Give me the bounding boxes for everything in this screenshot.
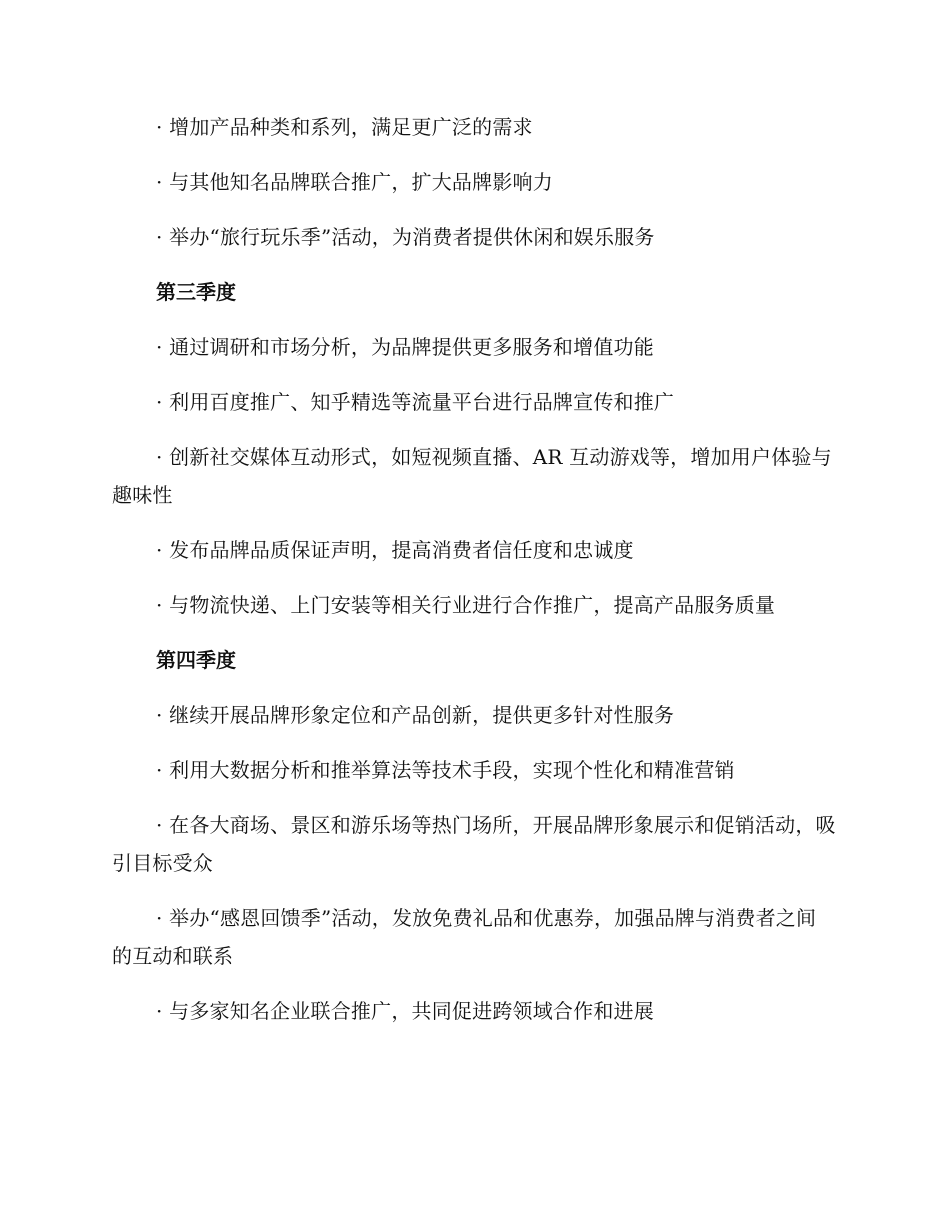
section-heading-q4: 第四季度 <box>156 648 236 672</box>
bullet-item: · 与物流快递、上门安装等相关行业进行合作推广，提高产品服务质量 <box>156 593 776 617</box>
bullet-item: · 增加产品种类和系列，满足更广泛的需求 <box>156 115 533 139</box>
bullet-item: · 举办“感恩回馈季”活动，发放免费礼品和优惠券，加强品牌与消费者之间的互动和联系 <box>112 906 817 968</box>
bullet-item: · 继续开展品牌形象定位和产品创新，提供更多针对性服务 <box>156 703 675 727</box>
document-body <box>112 108 836 1047</box>
bullet-item: · 利用百度推广、知乎精选等流量平台进行品牌宣传和推广 <box>156 390 675 414</box>
bullet-item: · 发布品牌品质保证声明，提高消费者信任度和忠诚度 <box>156 538 634 562</box>
bullet-item: · 与多家知名企业联合推广，共同促进跨领域合作和进展 <box>156 999 654 1023</box>
bullet-item: · 利用大数据分析和推举算法等技术手段，实现个性化和精准营销 <box>156 758 735 782</box>
section-heading-q3: 第三季度 <box>156 280 236 304</box>
bullet-item: · 在各大商场、景区和游乐场等热门场所，开展品牌形象展示和促销活动，吸引目标受众 <box>112 813 836 875</box>
bullet-item: · 创新社交媒体互动形式，如短视频直播、AR 互动游戏等，增加用户体验与趣味性 <box>112 445 832 507</box>
bullet-item: · 举办“旅行玩乐季”活动，为消费者提供休闲和娱乐服务 <box>156 225 655 249</box>
bullet-item: · 通过调研和市场分析，为品牌提供更多服务和增值功能 <box>156 335 654 359</box>
bullet-item: · 与其他知名品牌联合推广，扩大品牌影响力 <box>156 170 553 194</box>
